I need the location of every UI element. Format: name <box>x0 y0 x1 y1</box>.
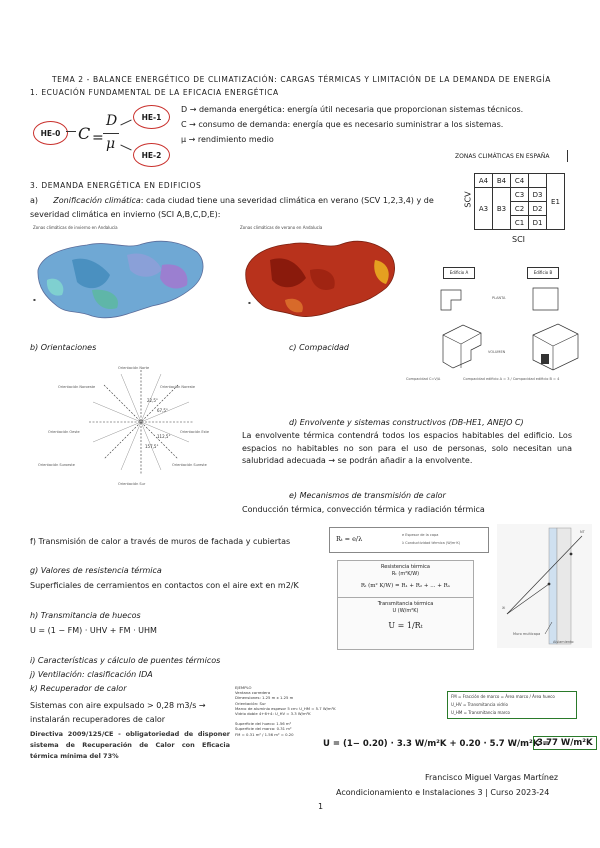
orient-north: Orientación Norte <box>118 366 150 370</box>
wall-section-diagram <box>497 524 592 648</box>
zones-table: A4 B4 C4 E1 A3 B3 C3 D3 C2 D2 C1 D1 <box>474 173 565 230</box>
compacidad-note: Compacidad C=V/A <box>406 377 441 381</box>
map-summer <box>240 230 400 330</box>
angle-label: 157,5° <box>145 444 159 449</box>
orientaciones-heading: b) Orientaciones <box>30 343 97 352</box>
zones-title: ZONAS CLIMÁTICAS EN ESPAÑA <box>455 153 550 160</box>
wall-label-aislamiento: Aislamiento <box>553 640 574 644</box>
he1-oval: HE-1 <box>133 105 170 129</box>
resistencia-heading: g) Valores de resistencia térmica <box>30 566 162 575</box>
eq-mu: μ <box>106 136 116 152</box>
wall-label-nt: NT <box>580 530 585 534</box>
section-1-heading: 1. ECUACIÓN FUNDAMENTAL DE LA EFICACIA ENERGÉTICA <box>30 88 279 97</box>
eq-c: C <box>78 124 91 143</box>
recuperador-heading: k) Recuperador de calor <box>30 684 127 693</box>
planta-label: PLANTA <box>492 296 506 300</box>
edificio-a-volume <box>443 325 481 368</box>
volumen-label: VOLUMEN <box>488 350 506 354</box>
mecanismos-text: Conducción térmica, convección térmica y radiación térmica <box>242 505 485 514</box>
zonificacion-paragraph: a) Zonificación climática: cada ciudad tiene una severidad climática en verano (SCV 1,2,3,4) y de severidad climática en invierno (SCI A,B,C,D,E): <box>30 196 434 219</box>
conductive-resistance-box: Rₜ = e/λ e Espesor de la capa λ Conductividad térmica (W/m·K) <box>329 527 489 553</box>
definition-mu: μ → rendimiento medio <box>181 135 274 144</box>
orient-southeast: Orientación Sureste <box>172 463 207 467</box>
zones-axis-sci: SCI <box>512 235 526 244</box>
ventilacion-heading: j) Ventilación: clasificación IDA <box>30 670 153 679</box>
map-summer-legend: ▪ <box>248 300 251 305</box>
edificio-a-plan <box>441 290 461 310</box>
orient-south: Orientación Sur <box>118 482 146 486</box>
he0-oval: HE-0 <box>33 121 68 145</box>
orient-southwest: Orientación Suroeste <box>38 463 75 467</box>
fraction-bar <box>103 133 119 134</box>
course: Acondicionamiento e Instalaciones 3 | Curso 2023-24 <box>336 788 550 797</box>
orient-northwest: Orientación Noroeste <box>58 385 96 389</box>
map-winter <box>32 230 212 330</box>
temperature-point <box>570 553 573 556</box>
orient-west: Orientación Oeste <box>48 430 80 434</box>
connector-line <box>120 120 131 126</box>
zones-title-mark <box>567 150 568 162</box>
puentes-termicos-heading: i) Características y cálculo de puentes térmicos <box>30 656 221 665</box>
edificio-a-label: Edificio A <box>443 267 475 279</box>
zones-axis-scv: SCV <box>463 191 473 208</box>
transmitancia-huecos-heading: h) Transmitancia de huecos <box>30 611 141 620</box>
resistencia-text: Superficiales de cerramientos en contactos con el aire ext en m2/K <box>30 581 299 590</box>
wall-bg <box>497 524 592 648</box>
connector-line <box>120 145 131 151</box>
recuperador-text-1: Sistemas con aire expulsado > 0,28 m3/s → <box>30 701 206 710</box>
edificio-b-label: Edificio B <box>527 267 559 279</box>
orientation-rose <box>85 366 197 478</box>
map-winter-caption: Zonas climáticas de invierno en Andalucía <box>33 225 118 230</box>
angle-label: 112,5° <box>157 434 171 439</box>
edificio-b-volume <box>533 324 578 370</box>
example-result: 3.77 W/m²K <box>533 736 597 750</box>
edificio-b-door <box>541 354 549 364</box>
wall-label-xi: Xi <box>502 606 506 610</box>
temperature-point <box>548 583 551 586</box>
transmitancia-huecos-formula: U = (1 − FM) · UHV + FM · UHM <box>30 626 157 635</box>
directiva-text: Directiva 2009/125/CE - obligatoriedad de disponer sistema de Recuperación de Calor con Eficacia térmica mínima del 73% <box>30 730 230 760</box>
he2-oval: HE-2 <box>133 143 170 167</box>
window-example: EJEMPLO Ventana corredera Dimensiones: 1.25 m x 1.25 m Orientación: Sur Marco de aluminio espesor 5 cm: U_HM = 5.7 W/m²K Vidrio doble 4+6+4: U_HV = 3.3 W/m²K Superficie del hueco: 1.56 m² Superficie del marco: 0.31 m² FM = 0.31 m² / 1.56 m² = 0.20 <box>235 685 336 737</box>
page-number: 1 <box>318 802 324 811</box>
wall-label-muro: Muro multicapa <box>513 632 541 636</box>
envolvente-paragraph: La envolvente térmica contendrá todos los espacios habitables del edificio. Los espacios no habitables no son para el uso de personas, solo necesitan una salubridad adecuada → se podrán añadir a la envolvente. <box>242 431 572 465</box>
author: Francisco Miguel Vargas Martínez <box>425 773 559 782</box>
definition-c: C → consumo de demanda: energía que es necesario suministrar a los sistemas. <box>181 120 504 129</box>
orient-northeast: Orientación Noreste <box>160 385 196 389</box>
compacidad-equation: Compacidad edificio A = 3 / Compacidad edificio B = 4 <box>463 377 560 381</box>
wall-layer <box>557 528 571 644</box>
map-winter-legend: ▪ <box>33 297 36 302</box>
eq-d: D <box>106 113 118 129</box>
wall-insulation <box>549 528 557 644</box>
edificio-b-plan <box>533 288 558 310</box>
angle-label: 22,5° <box>147 398 158 403</box>
example-legend: FM = Fracción de marco = Área marco / Área hueco U_HV = Transmitancia vidrio U_HM = Transmitancia marco <box>447 691 577 719</box>
connector-line <box>66 131 76 132</box>
mecanismos-heading: e) Mecanismos de transmisión de calor <box>289 491 446 500</box>
map-summer-caption: Zonas climáticas de verano en Andalucía <box>240 225 323 230</box>
resistance-transmittance-box: Resistencia térmica Rₜ (m²K/W) Rₜ (m² K/W) = R₁ + R₂ + ... + Rₙ Transmitancia térmica U (W/m²K) U = 1/Rₜ <box>337 560 474 650</box>
recuperador-text-2: instalarán recuperadores de calor <box>30 715 166 724</box>
eq-equals: = <box>92 130 104 146</box>
angle-label: 67,5° <box>157 408 168 413</box>
transmision-muros-text: f) Transmisión de calor a través de muros de fachada y cubiertas <box>30 537 291 546</box>
orient-east: Orientación Este <box>180 430 209 434</box>
envolvente-heading: d) Envolvente y sistemas constructivos (DB-HE1, ANEJO C) <box>289 418 524 427</box>
section-3-heading: 3. DEMANDA ENERGÉTICA EN EDIFICIOS <box>30 181 202 190</box>
compacidad-heading: c) Compacidad <box>289 343 349 352</box>
definition-d: D → demanda energética: energía útil necesaria que proporcionan sistemas técnicos. <box>181 105 524 114</box>
example-formula: U = (1− 0.20) · 3.3 W/m²K + 0.20 · 5.7 W/m²K = <box>323 739 550 749</box>
compacidad-diagram <box>433 280 593 380</box>
page-title: TEMA 2 - BALANCE ENERGÉTICO DE CLIMATIZACIÓN: CARGAS TÉRMICAS Y LIMITACIÓN DE LA DEMANDA DE ENERGÍA <box>52 75 551 84</box>
